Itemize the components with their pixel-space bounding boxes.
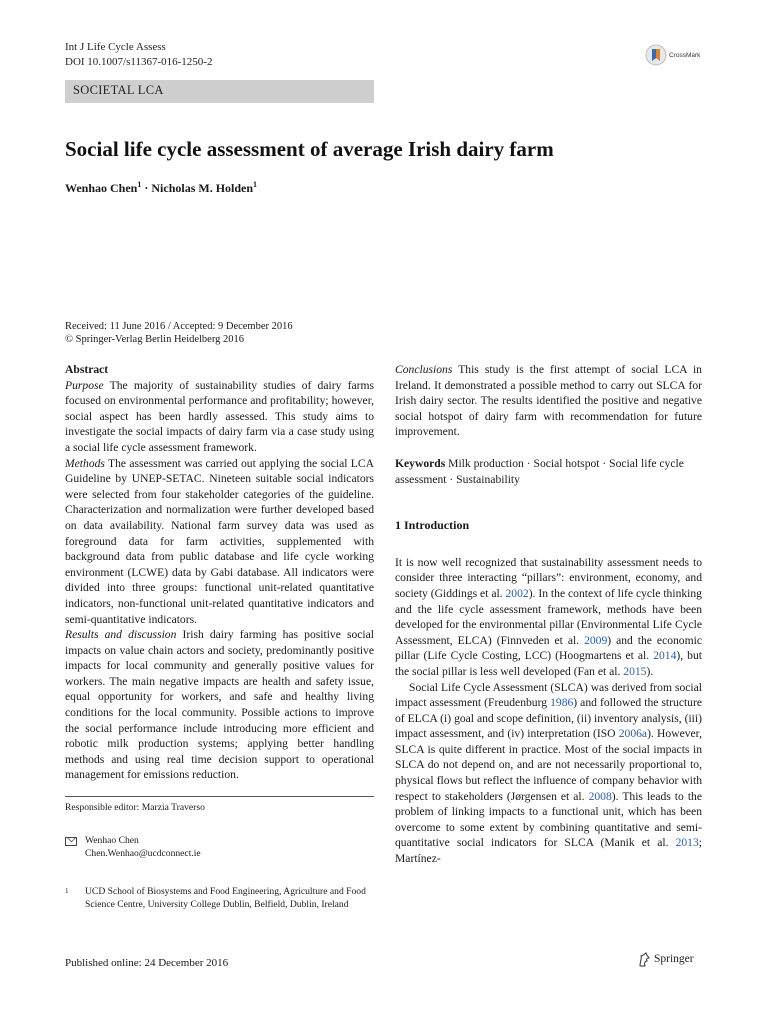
author-affiliation-mark: 1	[137, 180, 142, 189]
citation-link[interactable]: 1986	[550, 696, 574, 710]
citation-link[interactable]: 2006a	[618, 727, 648, 741]
paragraph-text: ) and the economic pillar (Life Cycle Costing, LCC) (Hoogmartens et al.	[395, 633, 702, 663]
affiliation-number: 1	[65, 887, 69, 895]
author-name[interactable]: Wenhao Chen	[65, 181, 138, 195]
article-title: Social life cycle assessment of average Irish dairy farm	[65, 137, 554, 161]
citation-link[interactable]: 2013	[675, 836, 699, 850]
conclusions-label: Conclusions	[395, 363, 453, 376]
publisher-logo[interactable]	[637, 951, 694, 967]
methods-text: The assessment was carried out applying the social LCA Guideline by UNEP-SETAC. Nineteen suitable social indicators were selected from four stakeholder categories of the guideline. Characterization and normalization were further developed based on data availability. National farm survey data was used as foreground data for farm activities, supplemented with background data from public database and life cycle working environment (LCWE) data by Gabi database. All indicators were divided into three groups: functional unit-related quantitative indicators, non-functional unit-related quantitative indicators and semi-quantitative indicators.	[65, 456, 374, 626]
contact-name: Wenhao Chen	[85, 835, 139, 846]
introduction-paragraph-1	[395, 555, 702, 680]
citation-link[interactable]: 2002	[505, 586, 529, 600]
author-separator: ·	[144, 181, 149, 195]
crossmark-label: CrossMark	[669, 51, 701, 59]
copyright-line: © Springer-Verlag Berlin Heidelberg 2016	[65, 334, 245, 345]
paragraph-text: ). However, SLCA is quite different in practice. Most of the social impacts in SLCA do not depend on, and are not necessarily proportional to, physical flows but reflect the influence of company behavior with respect to stakeholders (Jørgensen et al.	[395, 727, 702, 803]
paragraph-text: ). In the context of life cycle thinking and the life cycle assessment framework, methods have been developed for the environmental pillar (Environmental Life Cycle Assessment, ELCA) (Finnveden et al.	[395, 586, 702, 647]
abstract-column	[65, 362, 374, 783]
paragraph-text: ). This leads to the problem of linking impacts to a functional unit, which has been overcome to some extent by combining quantitative and semi-quantitative social indicators for SLCA (Manik et al.	[395, 789, 702, 850]
abstract-purpose	[65, 378, 374, 456]
author-name[interactable]: Nicholas M. Holden	[151, 181, 254, 195]
correspondence-block	[65, 834, 374, 860]
introduction-paragraph-2	[395, 680, 702, 867]
paragraph-text: Social Life Cycle Assessment (SLCA) was derived from social impact assessment (Freudenburg	[395, 680, 702, 710]
paragraph-text: It is now well recognized that sustainability assessment needs to consider three interacting “pillars”: environment, economy, and society (Giddings et al.	[395, 555, 702, 600]
section-label: SOCIETAL LCA	[73, 83, 164, 97]
citation-link[interactable]: 2015	[623, 664, 647, 678]
citation-link[interactable]: 2008	[588, 789, 612, 803]
author-list	[65, 180, 257, 196]
right-column	[395, 362, 702, 867]
received-dates: Received: 11 June 2016 / Accepted: 9 December 2016	[65, 321, 293, 332]
published-date: Published online: 24 December 2016	[65, 957, 229, 969]
purpose-text: The majority of sustainability studies of dairy farms focused on environmental performance and profitability; however, social aspect has been hardly assessed. This study aims to investigate the social impacts of dairy farm via a case study using a social life cycle assessment framework.	[65, 378, 374, 454]
journal-name: Int J Life Cycle Assess	[65, 41, 166, 53]
purpose-label: Purpose	[65, 378, 104, 392]
responsible-editor: Responsible editor: Marzia Traverso	[65, 802, 205, 813]
paragraph-text: ).	[646, 664, 654, 678]
contact-email[interactable]: Chen.Wenhao@ucdconnect.ie	[85, 848, 201, 859]
conclusions-text: This study is the first attempt of social LCA in Ireland. It demonstrated a possible method to carry out SLCA for Irish dairy sector. The results identified the positive and negative social hotspot of dairy farm with recommendation for future improvement.	[395, 363, 702, 439]
introduction-heading: 1 Introduction	[395, 518, 470, 533]
abstract-conclusions	[395, 362, 702, 440]
keywords-label: Keywords	[395, 456, 446, 470]
footnote-divider	[65, 796, 374, 797]
crossmark-badge[interactable]	[645, 43, 707, 67]
citation-link[interactable]: 2014	[653, 649, 677, 663]
author-affiliation-mark: 1	[253, 180, 258, 189]
crossmark-icon	[645, 44, 667, 66]
methods-label: Methods	[65, 456, 105, 470]
abstract-methods	[65, 456, 374, 628]
paragraph-text: ) and followed the structure of ELCA (i) goal and scope definition, (ii) inventory analysis, (iii) impact assessment, and (iv) interpretation (ISO	[395, 696, 702, 741]
citation-link[interactable]: 2009	[584, 633, 608, 647]
doi-link[interactable]: DOI 10.1007/s11367-016-1250-2	[65, 56, 213, 68]
affiliation-block	[65, 885, 374, 911]
results-label: Results and discussion	[65, 628, 177, 642]
affiliation-text: UCD School of Biosystems and Food Engineering, Agriculture and Food Science Centre, University College Dublin, Belfield, Dublin, Ireland	[85, 886, 366, 910]
paragraph-text: ), but the social pillar is less well developed (Fan et al.	[395, 649, 702, 678]
springer-horse-icon	[637, 951, 651, 967]
section-band	[65, 80, 374, 103]
keywords	[395, 456, 702, 487]
abstract-heading: Abstract	[65, 363, 109, 376]
results-text: Irish dairy farming has positive social impacts on value chain actors and society, predominantly positive impacts for local community and generally positive values for workers. The main negative impacts are health and safety issue, equal opportunity for workers, and safe and healthy living conditions for the local community. Possible actions to improve the social performance include introducing more efficient and robotic milk production systems; applying better handling methods and using real time decision support to operational management for emissions reduction.	[65, 628, 374, 782]
paragraph-text: ; Martínez-	[395, 836, 702, 866]
publisher-name: Springer	[654, 953, 694, 965]
keywords-text: Milk production · Social hotspot · Social life cycle assessment · Sustainability	[395, 456, 684, 486]
abstract-results	[65, 627, 374, 783]
envelope-icon	[65, 837, 77, 846]
